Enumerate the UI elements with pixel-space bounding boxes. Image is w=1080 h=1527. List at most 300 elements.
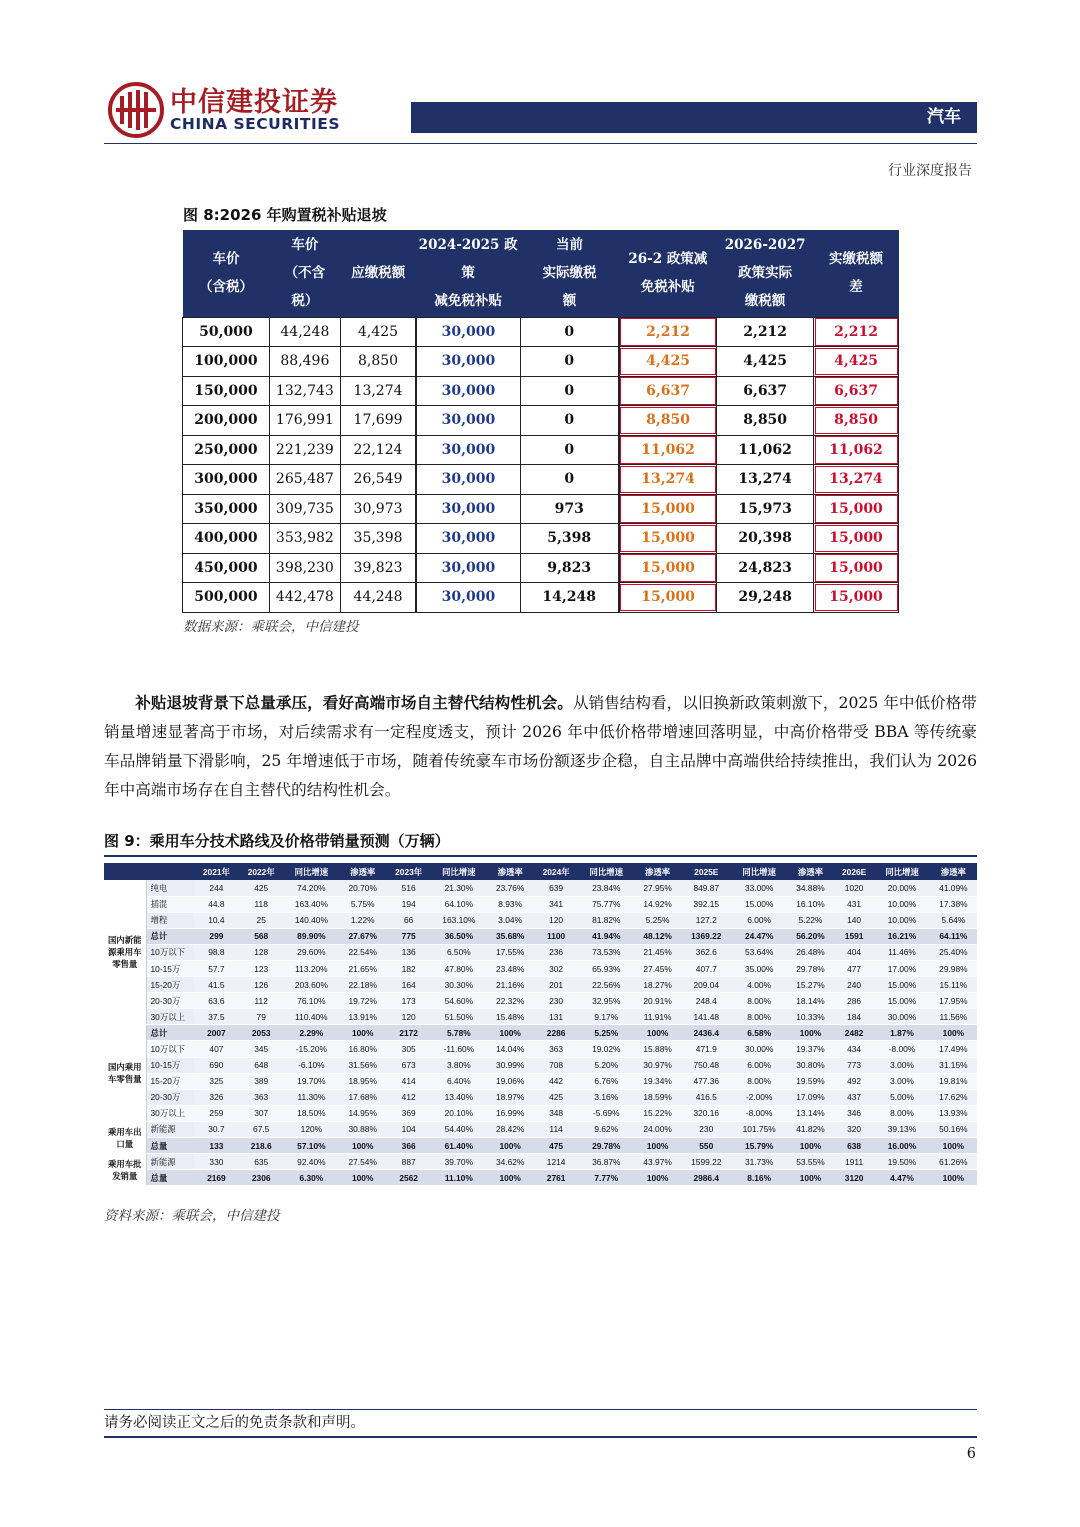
table9-cell: 6.58% <box>731 1025 787 1041</box>
table9-cell: 141.48 <box>681 1009 731 1025</box>
table9-cell: 126 <box>239 977 284 993</box>
table9-cell: 3.04% <box>487 912 534 928</box>
table9-cell: 29.78% <box>579 1138 635 1154</box>
table9-cell: 673 <box>386 1057 431 1073</box>
table9-row-label: 总量 <box>146 1170 194 1186</box>
table-row <box>104 1121 977 1137</box>
table9-cell: 10.4 <box>194 912 239 928</box>
table9-row-label: 15-20万 <box>146 977 194 993</box>
table9-cell: 64.11% <box>930 928 977 944</box>
table8-cell: 30,000 <box>416 347 520 377</box>
table-row <box>104 944 977 960</box>
table8-cell: 30,000 <box>416 435 520 465</box>
table9-cell: 307 <box>239 1105 284 1121</box>
table9-cell: -5.69% <box>579 1105 635 1121</box>
table9-cell: 24.00% <box>634 1121 681 1137</box>
table9-cell: 404 <box>834 944 874 960</box>
table8-cell: 30,000 <box>416 553 520 583</box>
table8-cell: 22,124 <box>340 435 416 465</box>
table9-cell: 13.14% <box>787 1105 834 1121</box>
footer-divider-bottom <box>104 1436 977 1438</box>
table9-cell: 2482 <box>834 1025 874 1041</box>
table8-cell: 200,000 <box>183 406 270 436</box>
table9-cell: 18.97% <box>487 1089 534 1105</box>
table8-cell: 15,000 <box>619 553 717 583</box>
table9-cell: 437 <box>834 1089 874 1105</box>
table9-cell: 330 <box>194 1154 239 1170</box>
table8-cell: 50,000 <box>183 317 270 347</box>
table9-cell: 6.30% <box>284 1170 340 1186</box>
table9-cell: 100% <box>339 1170 386 1186</box>
table9-cell: 30.97% <box>634 1057 681 1073</box>
table9-cell: 416.5 <box>681 1089 731 1105</box>
table9-row-label: 新能源 <box>146 1121 194 1137</box>
table9-cell: 16.80% <box>339 1041 386 1057</box>
table9-cell: 20.10% <box>431 1105 487 1121</box>
table9-cell: 16.99% <box>487 1105 534 1121</box>
table9-cell: 28.42% <box>487 1121 534 1137</box>
table8-cell: 100,000 <box>183 347 270 377</box>
table9-cell: 65.93% <box>579 960 635 976</box>
table9-cell: -8.00% <box>874 1041 930 1057</box>
table9-cell: 31.56% <box>339 1057 386 1073</box>
table9-header-cell: 2025E <box>681 863 731 880</box>
table8-cell: 132,743 <box>269 376 340 406</box>
table9-cell: 346 <box>834 1105 874 1121</box>
table9-cell: 7.77% <box>579 1170 635 1186</box>
table9-cell: 389 <box>239 1073 284 1089</box>
table9-row-label: 10万以下 <box>146 944 194 960</box>
table8-cell: 30,973 <box>340 494 416 524</box>
table9-cell: 248.4 <box>681 993 731 1009</box>
table9-cell: 100% <box>487 1170 534 1186</box>
table9-cell: 1599.22 <box>681 1154 731 1170</box>
table9-cell: 35.68% <box>487 928 534 944</box>
table9-cell: 244 <box>194 880 239 896</box>
table9-header-cell: 2024年 <box>534 863 579 880</box>
table9-cell: 81.82% <box>579 912 635 928</box>
table9-cell: 4.47% <box>874 1170 930 1186</box>
table8-cell: 2,212 <box>814 317 899 347</box>
table9-cell: 35.00% <box>731 960 787 976</box>
figure9-divider <box>104 855 977 857</box>
table9-cell: 209.04 <box>681 977 731 993</box>
table9-cell: 50.16% <box>930 1121 977 1137</box>
table9-header-cell: 2022年 <box>239 863 284 880</box>
table9-cell: -15.20% <box>284 1041 340 1057</box>
table9-cell: 15.27% <box>787 977 834 993</box>
table9-cell: 15.79% <box>731 1138 787 1154</box>
table9-cell: 2986.4 <box>681 1170 731 1186</box>
table9-cell: 101.75% <box>731 1121 787 1137</box>
figure8-title: 图 8:2026 年购置税补贴退坡 <box>183 206 387 224</box>
table9-cell: 286 <box>834 993 874 1009</box>
table9-cell: 362.6 <box>681 944 731 960</box>
table8-header-cell: 实缴税额 差 <box>814 230 899 317</box>
table9-cell: 15.11% <box>930 977 977 993</box>
table9-cell: 1.87% <box>874 1025 930 1041</box>
table9-cell: 41.94% <box>579 928 635 944</box>
table8-cell: 15,973 <box>717 494 814 524</box>
table9-cell: 17.00% <box>874 960 930 976</box>
table8-header-cell: 车价 （含税） <box>183 230 270 317</box>
table9-cell: 6.76% <box>579 1073 635 1089</box>
table8-cell: 450,000 <box>183 553 270 583</box>
table8-header-cell: 2026-2027 政策实际 缴税额 <box>717 230 814 317</box>
table9-cell: 100% <box>930 1170 977 1186</box>
table9-cell: 5.25% <box>579 1025 635 1041</box>
table9-cell: 29.98% <box>930 960 977 976</box>
table9-cell: 131 <box>534 1009 579 1025</box>
table9-cell: 10.33% <box>787 1009 834 1025</box>
table9-row-label: 增程 <box>146 912 194 928</box>
table9-row-label: 插混 <box>146 896 194 912</box>
table9-row-label: 新能源 <box>146 1154 194 1170</box>
table9-cell: 120 <box>534 912 579 928</box>
table8-cell: 88,496 <box>269 347 340 377</box>
table9-cell: 1591 <box>834 928 874 944</box>
table8-cell: 973 <box>520 494 619 524</box>
table9-cell: 22.18% <box>339 977 386 993</box>
table9-header-cell: 2023年 <box>386 863 431 880</box>
table8-cell: 15,000 <box>619 494 717 524</box>
table9-cell: 15.00% <box>874 977 930 993</box>
table9-cell: 348 <box>534 1105 579 1121</box>
table9-cell: 5.20% <box>579 1057 635 1073</box>
table9-cell: 182 <box>386 960 431 976</box>
table9-cell: 30.88% <box>339 1121 386 1137</box>
table9-cell: 23.48% <box>487 960 534 976</box>
table9-cell: 30.7 <box>194 1121 239 1137</box>
brand-name-en: CHINA SECURITIES <box>170 115 340 133</box>
table9-cell: 32.95% <box>579 993 635 1009</box>
table9-cell: 100% <box>487 1025 534 1041</box>
table8-cell: 15,000 <box>619 524 717 554</box>
table9-header-cell: 渗透率 <box>634 863 681 880</box>
table9-cell: 31.15% <box>930 1057 977 1073</box>
table8-cell: 13,274 <box>340 376 416 406</box>
table9-cell: 27.95% <box>634 880 681 896</box>
table8-cell: 11,062 <box>619 435 717 465</box>
table9-cell: 326 <box>194 1089 239 1105</box>
table9-cell: 18.14% <box>787 993 834 1009</box>
table9-cell: 477.36 <box>681 1073 731 1089</box>
table9-cell: 41.5 <box>194 977 239 993</box>
table8-cell: 0 <box>520 435 619 465</box>
table9-cell: 76.10% <box>284 993 340 1009</box>
table9-cell: 236 <box>534 944 579 960</box>
table9-cell: 164 <box>386 977 431 993</box>
table9-cell: 18.59% <box>634 1089 681 1105</box>
report-type-label: 行业深度报告 <box>888 163 972 179</box>
table8-cell: 4,425 <box>619 347 717 377</box>
table9-cell: 849.87 <box>681 880 731 896</box>
table9-cell: -8.00% <box>731 1105 787 1121</box>
table9-cell: 27.67% <box>339 928 386 944</box>
table9-row-label: 总计 <box>146 1025 194 1041</box>
table8-header-cell: 车价 （不含 税） <box>269 230 340 317</box>
table9-cell: 184 <box>834 1009 874 1025</box>
table9-cell: 73.53% <box>579 944 635 960</box>
table9-cell: 127.2 <box>681 912 731 928</box>
table9-cell: 43.97% <box>634 1154 681 1170</box>
page-number: 6 <box>966 1446 976 1462</box>
table9-cell: 2169 <box>194 1170 239 1186</box>
table-row <box>104 1025 977 1041</box>
table9-cell: 10.00% <box>874 912 930 928</box>
tax-subsidy-table <box>182 230 899 613</box>
table9-cell: 15.00% <box>874 993 930 1009</box>
table9-cell: 33.00% <box>731 880 787 896</box>
table8-cell: 398,230 <box>269 553 340 583</box>
table9-cell: 140 <box>834 912 874 928</box>
table9-header-cell: 同比增速 <box>731 863 787 880</box>
table8-cell: 30,000 <box>416 376 520 406</box>
table8-cell: 442,478 <box>269 583 340 613</box>
table9-cell: 136 <box>386 944 431 960</box>
table9-cell: 19.37% <box>787 1041 834 1057</box>
table-row <box>104 912 977 928</box>
table9-cell: 100% <box>787 1025 834 1041</box>
table9-header-cell: 同比增速 <box>431 863 487 880</box>
table9-row-label: 30万以上 <box>146 1009 194 1025</box>
table9-cell: 19.59% <box>787 1073 834 1089</box>
sector-banner: 汽车 <box>411 102 977 133</box>
table8-cell: 30,000 <box>416 465 520 495</box>
table9-cell: 53.55% <box>787 1154 834 1170</box>
table9-cell: 8.00% <box>874 1105 930 1121</box>
table8-cell: 44,248 <box>269 317 340 347</box>
table9-cell: 20.00% <box>874 880 930 896</box>
table9-cell: 22.54% <box>339 944 386 960</box>
table9-row-label: 纯电 <box>146 880 194 896</box>
table8-cell: 150,000 <box>183 376 270 406</box>
table9-cell: 5.64% <box>930 912 977 928</box>
table9-cell: 30.80% <box>787 1057 834 1073</box>
table9-cell: 10.00% <box>874 896 930 912</box>
table9-cell: 775 <box>386 928 431 944</box>
table8-cell: 221,239 <box>269 435 340 465</box>
table9-cell: 19.81% <box>930 1073 977 1089</box>
table9-cell: 638 <box>834 1138 874 1154</box>
table9-cell: 3120 <box>834 1170 874 1186</box>
table9-cell: 5.22% <box>787 912 834 928</box>
table8-header-cell: 应缴税额 <box>340 230 416 317</box>
table9-cell: 163.10% <box>431 912 487 928</box>
table9-cell: 1.22% <box>339 912 386 928</box>
table9-cell: 26.48% <box>787 944 834 960</box>
table8-cell: 350,000 <box>183 494 270 524</box>
table9-cell: 2286 <box>534 1025 579 1041</box>
table9-cell: 128 <box>239 944 284 960</box>
table9-cell: 3.00% <box>874 1073 930 1089</box>
table9-cell: 568 <box>239 928 284 944</box>
table8-cell: 11,062 <box>717 435 814 465</box>
table9-cell: 341 <box>534 896 579 912</box>
table9-cell: 9.17% <box>579 1009 635 1025</box>
table9-cell: 750.48 <box>681 1057 731 1073</box>
table9-cell: 67.5 <box>239 1121 284 1137</box>
table9-cell: 8.00% <box>731 1009 787 1025</box>
table9-cell: 100% <box>339 1025 386 1041</box>
table9-cell: 36.50% <box>431 928 487 944</box>
table9-cell: 54.60% <box>431 993 487 1009</box>
table9-cell: 2.29% <box>284 1025 340 1041</box>
table9-cell: 230 <box>681 1121 731 1137</box>
table9-cell: 30.30% <box>431 977 487 993</box>
table9-cell: 8.93% <box>487 896 534 912</box>
table8-cell: 15,000 <box>619 583 717 613</box>
table-row <box>183 406 899 436</box>
table8-cell: 30,000 <box>416 317 520 347</box>
table9-header-cell: 渗透率 <box>930 863 977 880</box>
table9-cell: 414 <box>386 1073 431 1089</box>
table-row <box>104 880 977 896</box>
table9-cell: 442 <box>534 1073 579 1089</box>
table9-cell: 363 <box>534 1041 579 1057</box>
table8-cell: 6,637 <box>814 376 899 406</box>
table9-cell: 23.76% <box>487 880 534 896</box>
table9-row-label: 10-15万 <box>146 960 194 976</box>
table9-cell: -2.00% <box>731 1089 787 1105</box>
table9-cell: 31.73% <box>731 1154 787 1170</box>
table9-cell: 100% <box>634 1138 681 1154</box>
table9-cell: 16.21% <box>874 928 930 944</box>
table9-cell: 2172 <box>386 1025 431 1041</box>
table9-cell: 110.40% <box>284 1009 340 1025</box>
table8-cell: 250,000 <box>183 435 270 465</box>
table9-cell: 14.04% <box>487 1041 534 1057</box>
figure8-source: 数据来源：乘联会，中信建投 <box>183 619 359 635</box>
table-row <box>104 1170 977 1186</box>
table9-cell: 302 <box>534 960 579 976</box>
table9-header-cell: 同比增速 <box>284 863 340 880</box>
table8-cell: 13,274 <box>814 465 899 495</box>
table9-cell: 27.45% <box>634 960 681 976</box>
table9-cell: 14.95% <box>339 1105 386 1121</box>
table8-cell: 4,425 <box>717 347 814 377</box>
table9-cell: 11.91% <box>634 1009 681 1025</box>
table9-cell: 17.09% <box>787 1089 834 1105</box>
table9-cell: 690 <box>194 1057 239 1073</box>
table9-cell: 369 <box>386 1105 431 1121</box>
disclaimer-text: 请务必阅读正文之后的免责条款和声明。 <box>104 1415 365 1431</box>
table9-cell: 100% <box>930 1025 977 1041</box>
table9-cell: 100% <box>339 1138 386 1154</box>
table9-cell: 1214 <box>534 1154 579 1170</box>
table9-cell: 120% <box>284 1121 340 1137</box>
table9-cell: 25.40% <box>930 944 977 960</box>
table9-cell: 18.95% <box>339 1073 386 1089</box>
table8-cell: 500,000 <box>183 583 270 613</box>
table9-cell: 3.16% <box>579 1089 635 1105</box>
table9-cell: 118 <box>239 896 284 912</box>
table9-cell: 20.70% <box>339 880 386 896</box>
table8-cell: 0 <box>520 406 619 436</box>
table9-cell: 635 <box>239 1154 284 1170</box>
table8-cell: 15,000 <box>814 524 899 554</box>
table9-row-label: 总量 <box>146 1138 194 1154</box>
table9-cell: 1100 <box>534 928 579 944</box>
table9-cell: 1369.22 <box>681 928 731 944</box>
table-row <box>104 1105 977 1121</box>
table-row <box>183 553 899 583</box>
table9-cell: 56.20% <box>787 928 834 944</box>
table9-group-label: 国内乘用车零售量 <box>104 1025 146 1122</box>
table9-cell: 708 <box>534 1057 579 1073</box>
table8-cell: 20,398 <box>717 524 814 554</box>
table9-cell: 11.56% <box>930 1009 977 1025</box>
brand-name-cn: 中信建投证券 <box>170 87 338 118</box>
table9-cell: 648 <box>239 1057 284 1073</box>
table8-header-cell: 26-2 政策减 免税补贴 <box>619 230 717 317</box>
figure9-source: 资料来源：乘联会，中信建投 <box>104 1208 280 1224</box>
body-paragraph <box>104 689 977 805</box>
table9-row-label: 30万以上 <box>146 1105 194 1121</box>
table-row <box>183 465 899 495</box>
table9-cell: 475 <box>534 1138 579 1154</box>
table9-cell: 8.16% <box>731 1170 787 1186</box>
table9-cell: 15.22% <box>634 1105 681 1121</box>
table9-cell: 41.82% <box>787 1121 834 1137</box>
table9-cell: 1911 <box>834 1154 874 1170</box>
table9-cell: 203.60% <box>284 977 340 993</box>
table-row <box>183 524 899 554</box>
table-row <box>183 583 899 613</box>
table9-cell: 16.10% <box>787 896 834 912</box>
table9-cell: 19.06% <box>487 1073 534 1089</box>
table9-group-label: 国内新能源乘用车零售量 <box>104 880 146 1025</box>
table8-cell: 15,000 <box>814 494 899 524</box>
table9-cell: 21.45% <box>634 944 681 960</box>
table9-cell: 11.46% <box>874 944 930 960</box>
table-row <box>104 993 977 1009</box>
table8-cell: 15,000 <box>814 553 899 583</box>
table8-cell: 8,850 <box>717 406 814 436</box>
table9-header-cell: 渗透率 <box>487 863 534 880</box>
table-row <box>183 494 899 524</box>
table9-cell: 29.60% <box>284 944 340 960</box>
table9-cell: 21.30% <box>431 880 487 896</box>
table9-cell: 2436.4 <box>681 1025 731 1041</box>
table9-cell: 320.16 <box>681 1105 731 1121</box>
table8-cell: 13,274 <box>717 465 814 495</box>
table9-group-label: 乘用车出口量 <box>104 1121 146 1153</box>
table8-cell: 15,000 <box>814 583 899 613</box>
table9-cell: 13.40% <box>431 1089 487 1105</box>
table9-cell: 17.68% <box>339 1089 386 1105</box>
table9-cell: 25 <box>239 912 284 928</box>
table8-cell: 30,000 <box>416 583 520 613</box>
table9-header-cell: 渗透率 <box>339 863 386 880</box>
table8-cell: 6,637 <box>619 376 717 406</box>
table9-cell: 5.78% <box>431 1025 487 1041</box>
table-row <box>104 960 977 976</box>
table9-cell: 123 <box>239 960 284 976</box>
table9-row-label: 10-15万 <box>146 1057 194 1073</box>
table9-cell: 36.87% <box>579 1154 635 1170</box>
table9-cell: 15.48% <box>487 1009 534 1025</box>
table9-cell: 140.40% <box>284 912 340 928</box>
table9-cell: 15.00% <box>731 896 787 912</box>
table9-cell: 17.49% <box>930 1041 977 1057</box>
table9-cell: 17.62% <box>930 1089 977 1105</box>
table8-cell: 30,000 <box>416 406 520 436</box>
table9-cell: 492 <box>834 1073 874 1089</box>
table9-cell: 57.7 <box>194 960 239 976</box>
table9-cell: 133 <box>194 1138 239 1154</box>
table9-cell: 2562 <box>386 1170 431 1186</box>
